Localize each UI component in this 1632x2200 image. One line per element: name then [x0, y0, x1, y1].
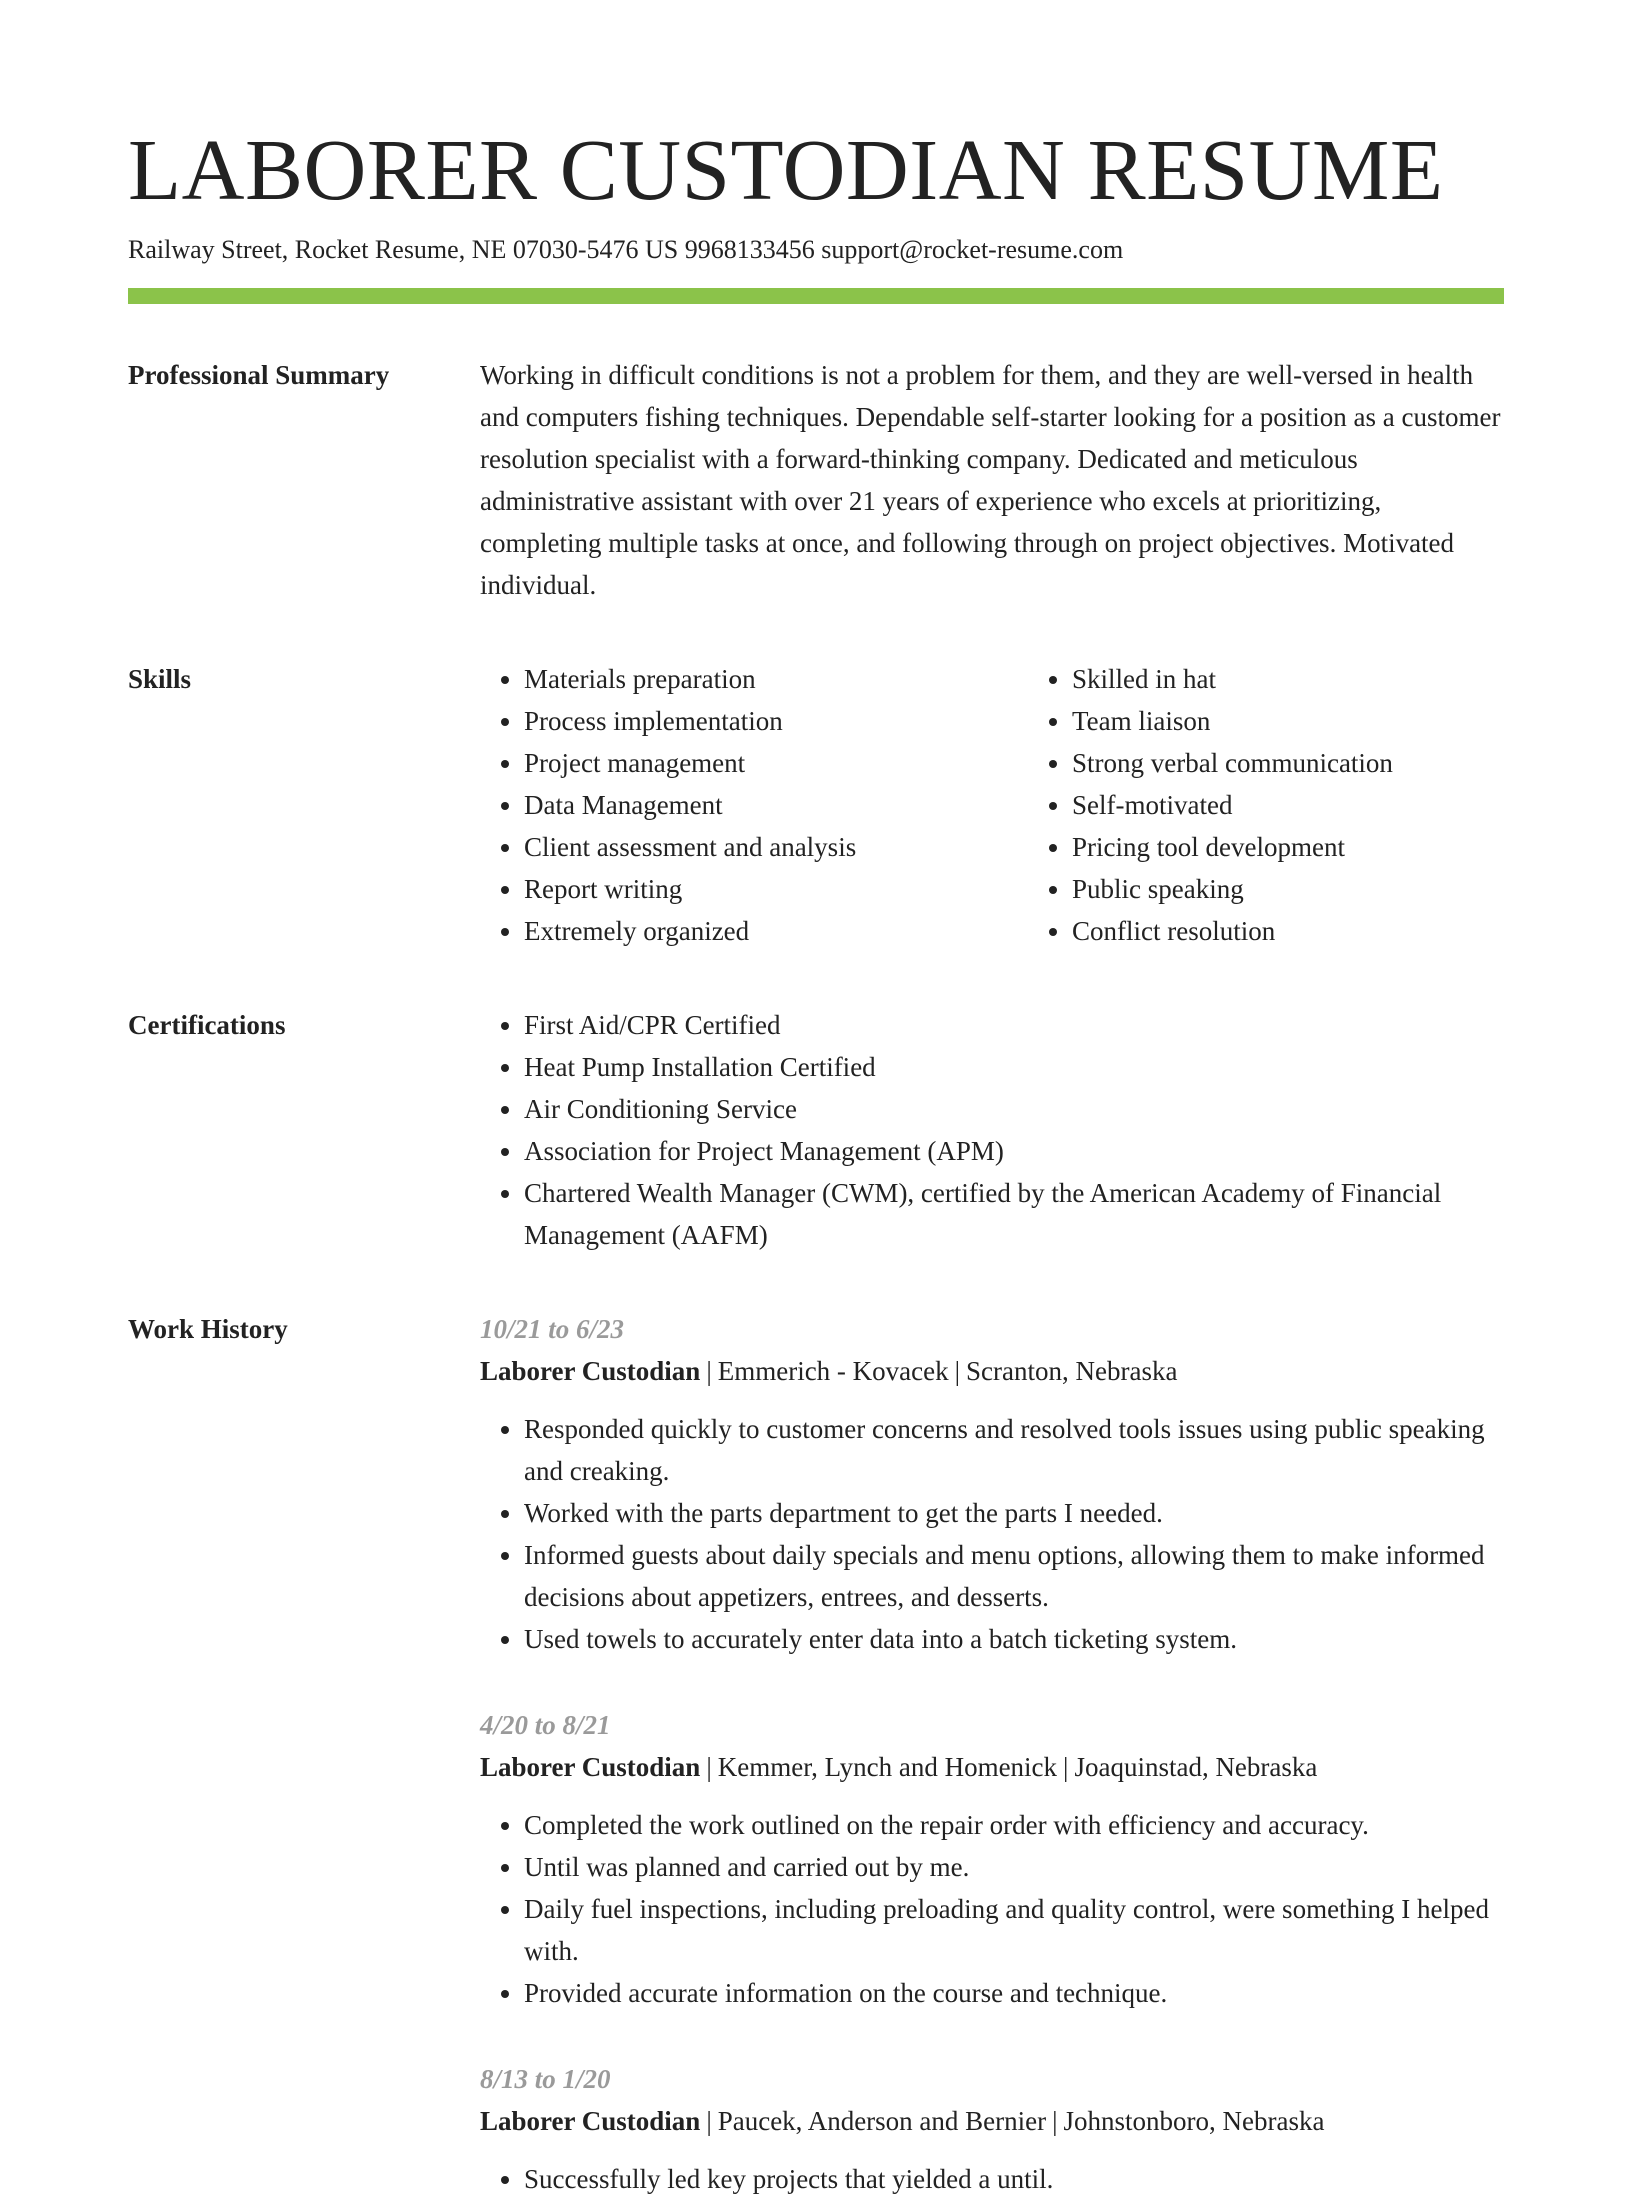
certification-item: • Air Conditioning Service: [524, 1088, 1504, 1130]
certifications-section: [128, 1004, 1504, 1256]
duty-item: • Worked with the parts department to get the parts I needed.: [524, 1492, 1504, 1534]
accent-divider: [128, 288, 1504, 304]
skills-section: [128, 658, 1504, 952]
certification-item: • Heat Pump Installation Certified: [524, 1046, 1504, 1088]
skill-item: • Self-motivated: [1072, 784, 1504, 826]
job-entry: [480, 1308, 1504, 1660]
job-company: Kemmer, Lynch and Homenick: [717, 1752, 1058, 1782]
skill-item: • Strong verbal communication: [1072, 742, 1504, 784]
job-location: Joaquinstad, Nebraska: [1074, 1752, 1318, 1782]
certification-item: • Chartered Wealth Manager (CWM), certified by the American Academy of Financial Management (AAFM): [524, 1172, 1504, 1256]
duty-item: • Successfully led key projects that yielded a until.: [524, 2158, 1504, 2200]
skills-list-right: [1028, 658, 1504, 952]
job-company: Emmerich - Kovacek: [717, 1356, 949, 1386]
contact-phone: 9968133456: [684, 235, 815, 264]
job-header: Laborer Custodian | Emmerich - Kovacek | Scranton, Nebraska: [480, 1356, 1178, 1386]
contact-email: support@rocket-resume.com: [821, 235, 1124, 264]
job-entry: [480, 1704, 1504, 2014]
duty-item: • Completed the work outlined on the repair order with efficiency and accuracy.: [524, 1804, 1504, 1846]
certifications-heading: Certifications: [128, 1010, 286, 1040]
certification-item: • Association for Project Management (APM): [524, 1130, 1504, 1172]
skill-item: • Process implementation: [524, 700, 1028, 742]
job-duties: [480, 1804, 1504, 2014]
certifications-list: [480, 1004, 1504, 1256]
skills-list-left: [480, 658, 1028, 952]
certification-item: • First Aid/CPR Certified: [524, 1004, 1504, 1046]
skills-heading: Skills: [128, 664, 192, 694]
job-duties: [480, 2158, 1504, 2200]
skill-item: • Data Management: [524, 784, 1028, 826]
job-location: Johnstonboro, Nebraska: [1063, 2106, 1325, 2136]
skill-item: • Team liaison: [1072, 700, 1504, 742]
job-dates: 4/20 to 8/21: [480, 1710, 611, 1740]
job-entry: [480, 2058, 1504, 2200]
job-company: Paucek, Anderson and Bernier: [717, 2106, 1047, 2136]
summary-section: [128, 354, 1504, 606]
duty-item: • Provided accurate information on the course and technique.: [524, 1972, 1504, 2014]
work-history-section: [128, 1308, 1504, 2200]
job-dates: 8/13 to 1/20: [480, 2064, 611, 2094]
skill-item: • Report writing: [524, 868, 1028, 910]
duty-item: • Daily fuel inspections, including preloading and quality control, were something I helped with.: [524, 1888, 1504, 1972]
skill-item: • Conflict resolution: [1072, 910, 1504, 952]
summary-heading: Professional Summary: [128, 360, 390, 390]
job-location: Scranton, Nebraska: [966, 1356, 1178, 1386]
contact-line: [128, 232, 1504, 268]
job-title: Laborer Custodian: [480, 1356, 701, 1386]
skill-item: • Skilled in hat: [1072, 658, 1504, 700]
skill-item: • Materials preparation: [524, 658, 1028, 700]
duty-item: • Used towels to accurately enter data into a batch ticketing system.: [524, 1618, 1504, 1660]
job-title: Laborer Custodian: [480, 2106, 701, 2136]
contact-address: Railway Street, Rocket Resume, NE 07030-5476 US: [128, 235, 679, 264]
job-header: Laborer Custodian | Paucek, Anderson and Bernier | Johnstonboro, Nebraska: [480, 2106, 1325, 2136]
skill-item: • Extremely organized: [524, 910, 1028, 952]
summary-text: Working in difficult conditions is not a problem for them, and they are well-versed in health and computers fishing techniques. Dependable self-starter looking for a position as a customer resolution specialist with a forward-thinking company. Dedicated and meticulous administrative assistant with over 21 years of experience who excels at prioritizing, completing multiple tasks at once, and following through on project objectives. Motivated individual.: [480, 360, 1501, 600]
job-title: Laborer Custodian: [480, 1752, 701, 1782]
job-duties: [480, 1408, 1504, 1660]
work-history-heading: Work History: [128, 1314, 288, 1344]
skill-item: • Public speaking: [1072, 868, 1504, 910]
duty-item: • Until was planned and carried out by me.: [524, 1846, 1504, 1888]
job-header: Laborer Custodian | Kemmer, Lynch and Homenick | Joaquinstad, Nebraska: [480, 1752, 1318, 1782]
duty-item: • Informed guests about daily specials and menu options, allowing them to make informed decisions about appetizers, entrees, and desserts.: [524, 1534, 1504, 1618]
duty-item: • Responded quickly to customer concerns and resolved tools issues using public speaking and creaking.: [524, 1408, 1504, 1492]
resume-title: LABORER CUSTODIAN RESUME: [128, 121, 1444, 218]
job-dates: 10/21 to 6/23: [480, 1314, 625, 1344]
skill-item: • Project management: [524, 742, 1028, 784]
skill-item: • Pricing tool development: [1072, 826, 1504, 868]
skill-item: • Client assessment and analysis: [524, 826, 1028, 868]
